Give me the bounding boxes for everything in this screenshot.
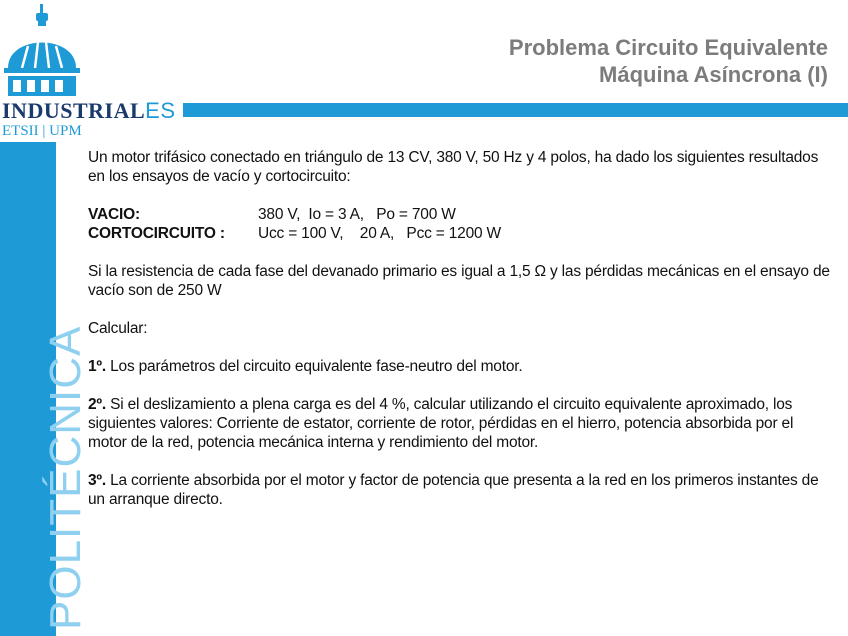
q1-text: Los parámetros del circuito equivalente fase-neutro del motor.	[106, 358, 523, 375]
question-3	[88, 471, 833, 509]
vacio-row	[88, 205, 833, 224]
page-title	[509, 34, 828, 88]
calcular-label: Calcular:	[88, 320, 148, 337]
problem-statement	[88, 148, 833, 509]
vacio-label: VACIO:	[88, 206, 140, 223]
q3-text: La corriente absorbida por el motor y factor de potencia que presenta a la red en los primeros instantes de un arranque directo.	[88, 472, 819, 508]
sidebar-vertical-text: POLITÉCNICA	[41, 325, 90, 630]
cc-label: CORTOCIRCUITO :	[88, 225, 225, 242]
q3-number: 3º.	[88, 472, 106, 489]
question-1	[88, 357, 833, 376]
cc-values: Ucc = 100 V, 20 A, Pcc = 1200 W	[258, 225, 501, 242]
brand-logo	[2, 100, 176, 122]
vacio-values: 380 V, Io = 3 A, Po = 700 W	[258, 206, 456, 223]
resistance-paragraph: Si la resistencia de cada fase del devanado primario es igual a 1,5 Ω y las pérdidas mecánicas en el ensayo de vacío son de 250 W	[88, 263, 830, 299]
brand-main: INDUSTRIAL	[2, 98, 146, 123]
title-line-2: Máquina Asíncrona (I)	[599, 62, 828, 87]
q1-number: 1º.	[88, 358, 106, 375]
title-line-1: Problema Circuito Equivalente	[508, 35, 828, 60]
intro-paragraph: Un motor trifásico conectado en triángulo de 13 CV, 380 V, 50 Hz y 4 polos, ha dado los siguientes resultados en los ensayos de vacío y cortocircuito:	[88, 149, 819, 185]
brand-suffix: ES	[145, 98, 176, 123]
q2-number: 2º.	[88, 396, 106, 413]
question-2	[88, 395, 833, 452]
q2-text: Si el deslizamiento a plena carga es del 4 %, calcular utilizando el circuito equivalente aproximado, los siguientes valores: Corriente de estator, corriente de rotor, pérdidas en el hierro, potencia absorbida por el motor de la red, potencia mecánica interna y rendimiento del motor.	[88, 396, 794, 451]
header-bar	[183, 103, 848, 117]
cc-row	[88, 224, 833, 243]
brand-subtitle: ETSII | UPM	[2, 123, 82, 139]
dome-logo-icon	[2, 2, 82, 98]
